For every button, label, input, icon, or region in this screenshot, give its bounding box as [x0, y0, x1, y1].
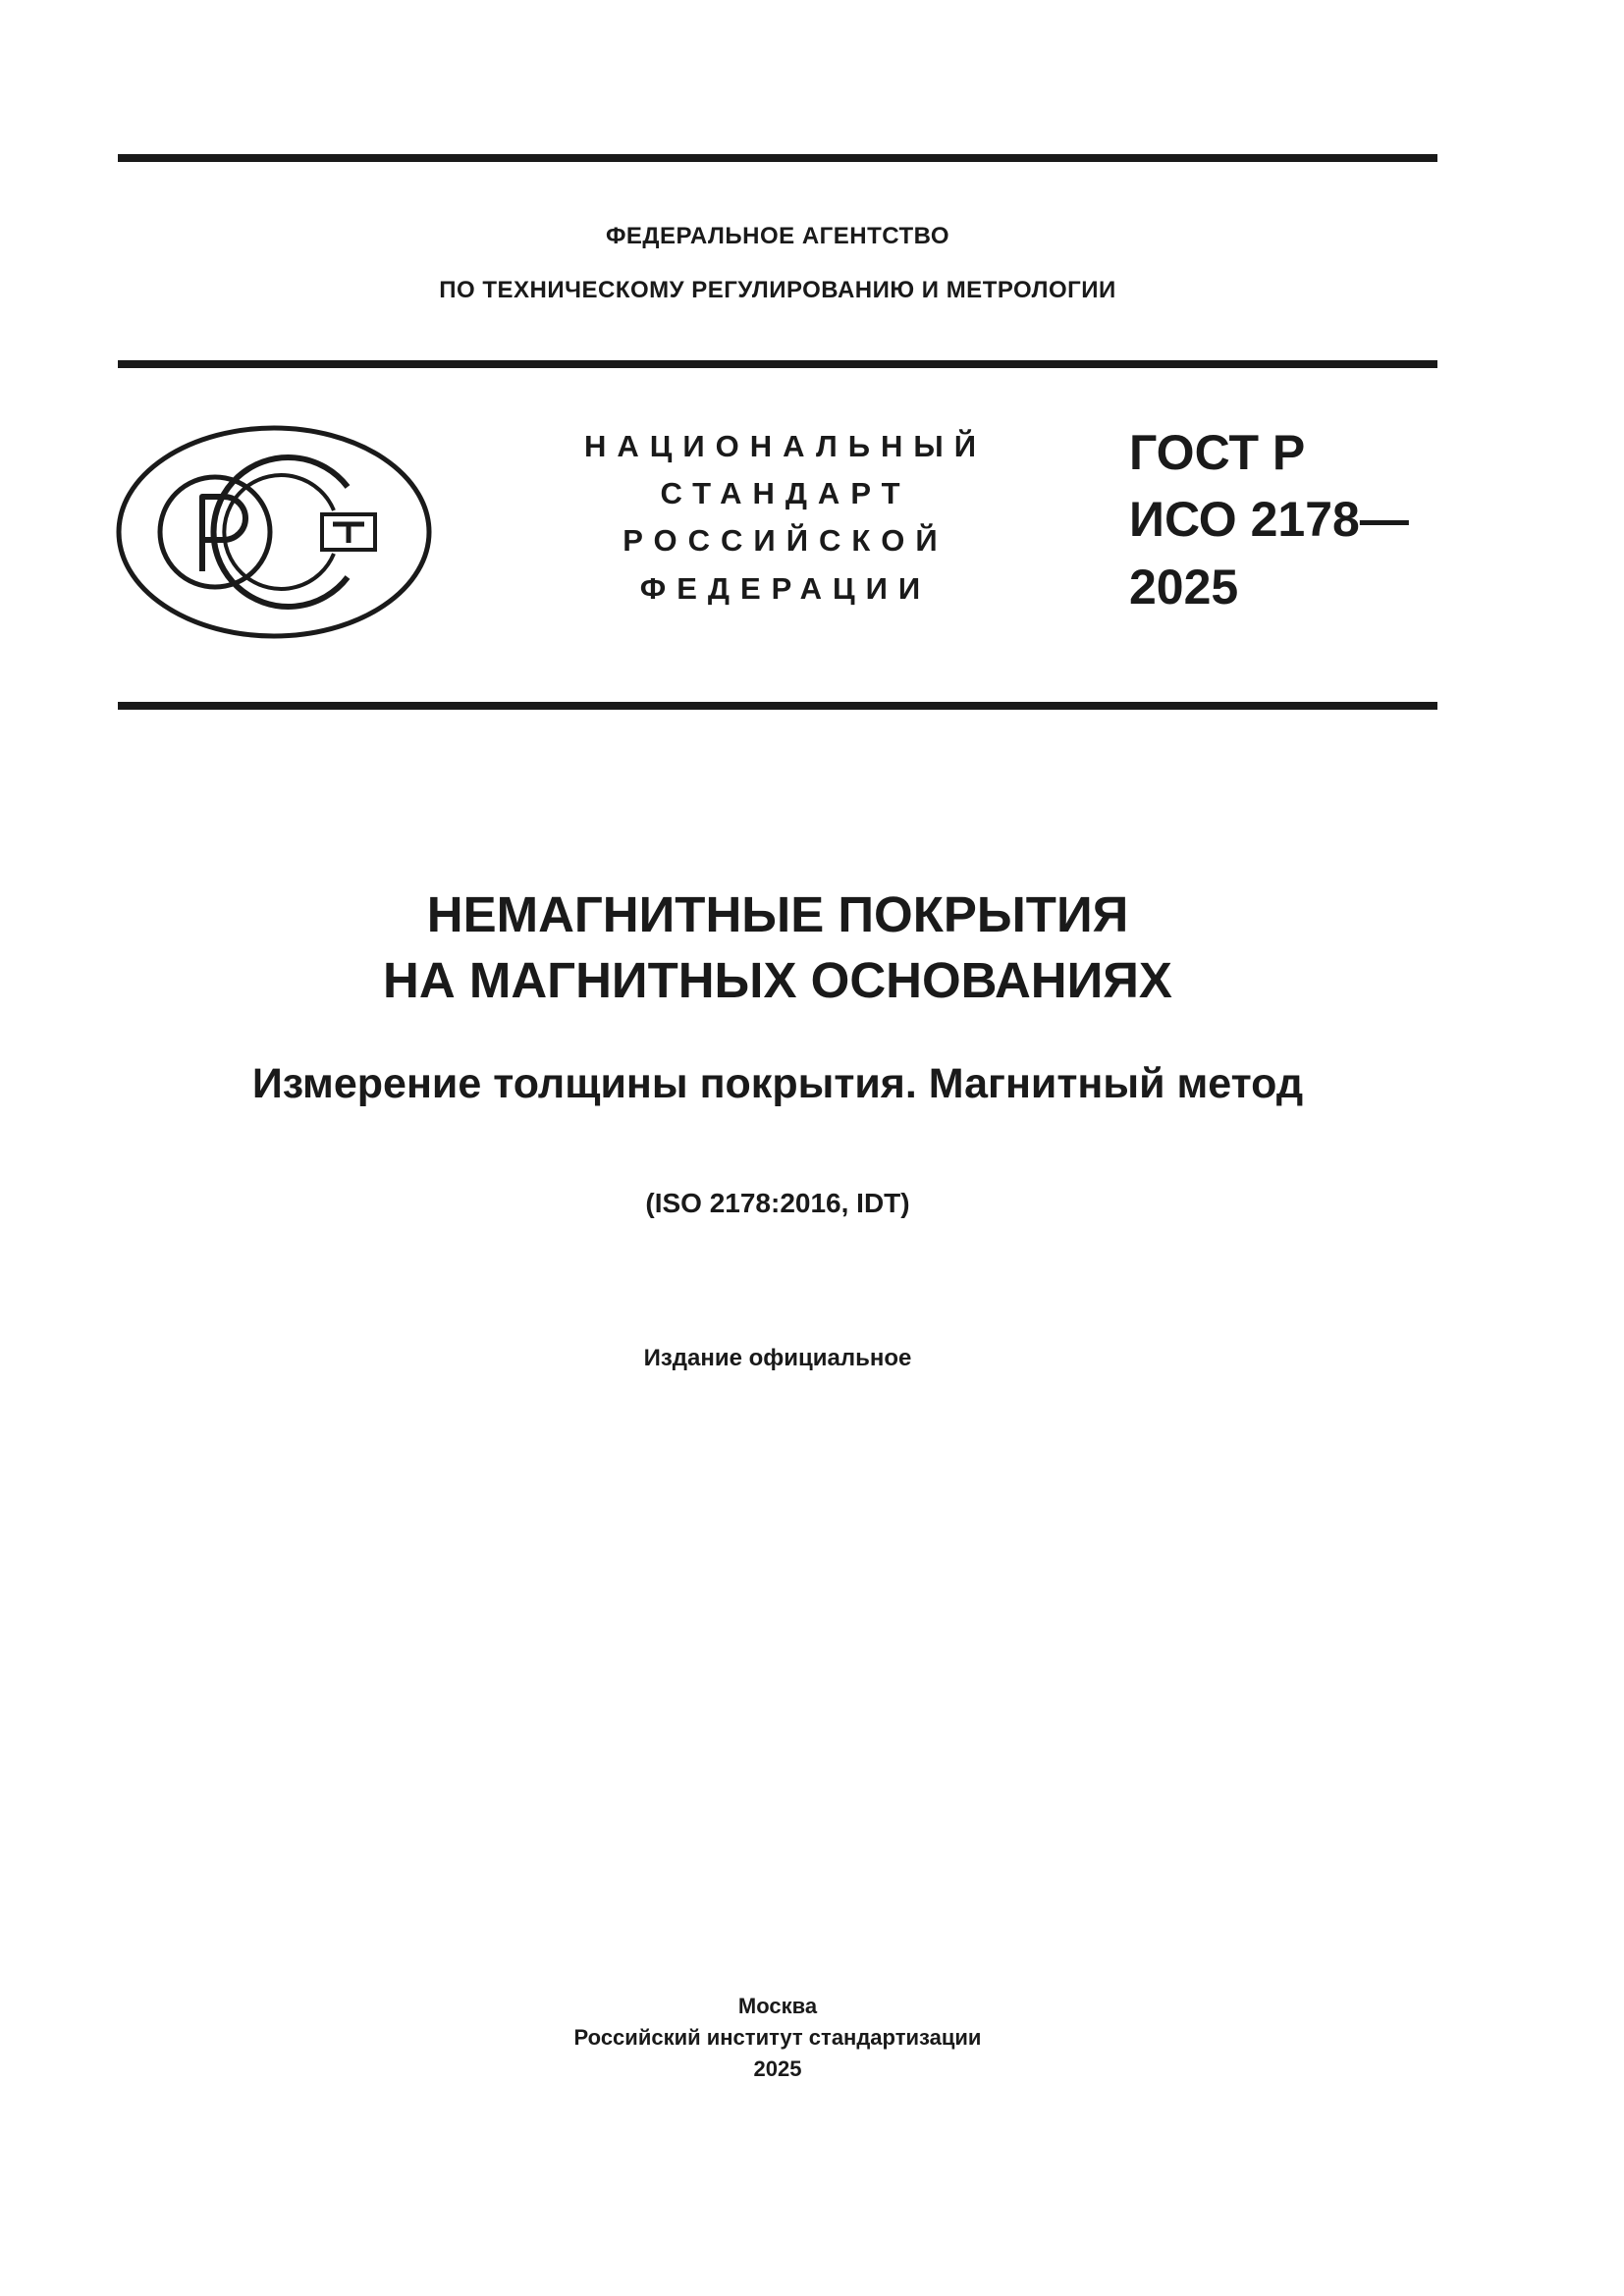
standard-designation-line-2: ИСО 2178—	[1129, 492, 1409, 547]
imprint-city: Москва	[737, 1994, 818, 2018]
standard-block-divider	[118, 702, 1437, 710]
national-standard-line-4: ФЕДЕРАЦИИ	[639, 571, 932, 606]
document-title-line-2: НА МАГНИТНЫХ ОСНОВАНИЯХ	[383, 952, 1172, 1008]
edition-note: Издание официальное	[643, 1345, 912, 1371]
imprint-publisher: Российский институт стандартизации	[573, 2025, 982, 2050]
national-standard-line-1: НАЦИОНАЛЬНЫЙ	[583, 429, 988, 463]
document-subtitle: Измерение толщины покрытия. Магнитный метод	[251, 1060, 1304, 1107]
national-standard-line-2: СТАНДАРТ	[660, 476, 911, 510]
header-divider	[118, 360, 1437, 368]
agency-line-2: ПО ТЕХНИЧЕСКОМУ РЕГУЛИРОВАНИЮ И МЕТРОЛОГИИ	[439, 277, 1116, 303]
top-divider	[118, 154, 1437, 162]
standard-designation-line-1: ГОСТ Р	[1129, 425, 1306, 480]
standard-designation-line-3: 2025	[1129, 560, 1239, 614]
iso-reference: (ISO 2178:2016, IDT)	[645, 1188, 910, 1218]
document-title-line-1: НЕМАГНИТНЫЕ ПОКРЫТИЯ	[426, 886, 1129, 942]
rst-certification-mark-icon	[116, 424, 432, 640]
imprint-year: 2025	[753, 2056, 802, 2081]
national-standard-line-3: РОССИЙСКОЙ	[623, 523, 948, 558]
agency-line-1: ФЕДЕРАЛЬНОЕ АГЕНТСТВО	[605, 223, 950, 249]
